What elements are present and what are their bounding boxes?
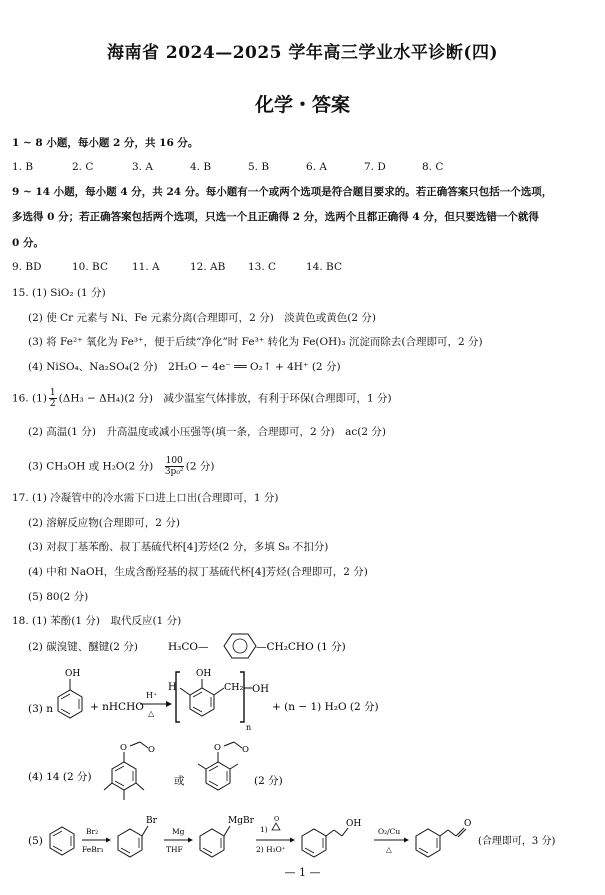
step2-solvent: THF — [166, 845, 183, 854]
q17-part1: 17. (1) 冷凝管中的冷水需下口进上口出(合理即可，1 分) — [12, 492, 279, 504]
document-title: 海南省 2024—2025 学年高三学业水平诊断(四) — [106, 43, 499, 63]
answer-14: 14. BC — [306, 261, 342, 273]
ester-carbonyl-o: O — [148, 745, 155, 755]
polymer-n: n — [246, 723, 252, 732]
q16-part3 — [28, 456, 215, 477]
answer-5: 5. B — [248, 161, 270, 173]
q16-half-fraction — [49, 388, 57, 409]
ester-bond — [130, 742, 140, 746]
part3-suffix: + (n − 1) H₂O (2 分) — [272, 701, 379, 713]
part5-score: (合理即可，3 分) — [478, 836, 556, 847]
part5-label: (5) — [28, 835, 43, 847]
mc-single-instruction: 1 ~ 8 小题，每小题 2 分，共 16 分。 — [12, 137, 199, 149]
arrow-head-icon — [188, 838, 193, 843]
methyl-bond — [230, 764, 238, 769]
step1-catalyst: FeBr₃ — [82, 845, 104, 854]
q17-part4: (4) 中和 NaOH，生成含酚羟基的叔丁基硫代杯[4]芳烃(合理即可，2 分) — [28, 566, 368, 578]
q18-part1: 18. (1) 苯酚(1 分) 取代反应(1 分) — [12, 615, 182, 627]
phenol-oh-label: OH — [65, 669, 81, 679]
ester-o-label: O — [120, 743, 127, 753]
epoxide-icon — [272, 823, 280, 830]
fraction-denominator: 3p₀² — [164, 467, 184, 477]
q15-part3: (3) 将 Fe²⁺ 氧化为 Fe³⁺，便于后续“净化”时 Fe³⁺ 转化为 Fe(OH)₃ 沉淀而除去(合理即可，2 分) — [28, 336, 483, 348]
left-bracket-icon — [176, 672, 180, 722]
ester-bond — [224, 742, 234, 746]
answer-2: 2. C — [72, 161, 94, 173]
chain-bond — [448, 830, 456, 836]
chain-bond — [326, 830, 334, 836]
methylene-label: CH₂ — [224, 682, 244, 693]
answer-7: 7. D — [364, 161, 386, 173]
structure-left-group: H₃CO— — [168, 641, 209, 653]
q16-part3-suffix: (2 分) — [185, 460, 215, 473]
answer-13: 13. C — [248, 261, 277, 273]
part4-label: (4) 14 (2 分) — [28, 771, 92, 783]
q17-part3: (3) 对叔丁基苯酚、叔丁基硫代杯[4]芳烃(2 分，多填 S₈ 不扣分) — [28, 541, 329, 553]
q18-part4-structures — [28, 738, 588, 814]
or-text: 或 — [174, 775, 185, 787]
answer-12: 12. AB — [190, 261, 226, 273]
mc-multi-instruction-1: 9 ~ 14 小题，每小题 4 分，共 24 分。每小题有一个或两个选项是符合题目要求的。若正确答案只包括一个选项， — [12, 186, 553, 198]
step4-heat: △ — [386, 845, 392, 854]
step1-reagent: Br₂ — [86, 827, 99, 836]
end-group-h: H — [168, 682, 177, 693]
polymer-oh-label: OH — [196, 669, 212, 679]
methyl-bond — [136, 783, 144, 790]
q18-part3-scheme — [28, 664, 588, 732]
polymer-bond-right — [214, 688, 224, 695]
ester-o-label: O — [214, 743, 221, 753]
fraction-numerator: 1 — [49, 388, 56, 398]
page-number: — 1 — — [284, 866, 321, 879]
q16-k-fraction — [165, 456, 184, 477]
ester-bond — [234, 742, 242, 748]
answer-3: 3. A — [132, 161, 153, 173]
document-subtitle: 化学・答案 — [254, 94, 350, 116]
q15-part2: (2) 使 Cr 元素与 Ni、Fe 元素分离(合理即可，2 分) 淡黄色或黄色(2 分) — [28, 312, 377, 324]
answer-1: 1. B — [12, 161, 34, 173]
q16-part1-prefix: 16. (1) — [12, 392, 47, 405]
arrow-head-icon — [290, 838, 295, 843]
arrow-head-icon — [404, 838, 409, 843]
structure-right-group: —CH₂CHO (1 分) — [256, 641, 346, 653]
answer-6: 6. A — [306, 161, 327, 173]
q16-part1-suffix: (ΔH₃ − ΔH₄)(2 分) 减少温室气体排放，有利于环保(合理即可，1 分) — [58, 392, 392, 405]
q15-part1: 15. (1) SiO₂ (1 分) — [12, 287, 106, 299]
q16-part3-prefix: (3) CH₃OH 或 H₂O(2 分) — [28, 460, 154, 473]
q16-part2: (2) 高温(1 分) 升高温度或减小压强等(填一条，合理即可，2 分) ac(2 分) — [28, 426, 386, 438]
chain-bond — [334, 830, 342, 836]
heat-label: △ — [148, 709, 155, 718]
methyl-bond — [104, 783, 112, 790]
answer-8: 8. C — [422, 161, 444, 173]
chain-bond — [440, 830, 448, 836]
answer-4: 4. B — [190, 161, 212, 173]
arrow-head-icon — [166, 701, 172, 707]
q18-part2-structure — [168, 628, 428, 664]
step3-reagent-1: 1) — [260, 825, 268, 834]
fraction-denominator: 2 — [49, 399, 56, 409]
fraction-numerator: 100 — [165, 456, 183, 466]
q18-part2-prefix: (2) 碳溴键、醚键(2 分) — [28, 641, 138, 653]
answer-11: 11. A — [132, 261, 160, 273]
chain-bond — [342, 828, 348, 836]
reagent-hcho: + nHCHO — [90, 701, 144, 713]
arrow-head-icon — [106, 838, 111, 843]
q17-part5: (5) 80(2 分) — [28, 591, 89, 603]
epoxide-o-label: O — [274, 815, 280, 823]
part3-label: (3) n — [28, 703, 53, 715]
methyl-bond — [198, 764, 206, 769]
answer-9: 9. BD — [12, 261, 42, 273]
q17-part2: (2) 溶解反应物(合理即可，2 分) — [28, 517, 180, 529]
answer-10: 10. BC — [72, 261, 108, 273]
polymer-bond-left — [180, 688, 190, 695]
mc-multi-instruction-3: 0 分。 — [12, 237, 44, 249]
mgbr-label: MgBr — [228, 816, 254, 826]
catalyst-label: H⁺ — [146, 691, 158, 700]
aromatic-circle-icon — [233, 639, 247, 653]
ester-bond — [140, 742, 148, 748]
br-bond — [142, 826, 148, 836]
mgbr-bond — [224, 826, 230, 836]
q18-part5-route — [28, 812, 598, 862]
mc-multi-instruction-2: 多选得 0 分；若正确答案包括两个选项，只选一个且正确得 2 分，选两个且都正确得 4 分，但只要选错一个就得 — [12, 211, 539, 223]
q15-part4: (4) NiSO₄、Na₂SO₄(2 分) 2H₂O − 4e⁻ ══ O₂↑ + 4H⁺ (2 分) — [28, 361, 341, 373]
aldehyde-o-label: O — [464, 819, 472, 829]
step4-reagent: O₂/Cu — [378, 827, 401, 836]
alcohol-oh-label: OH — [346, 819, 362, 829]
right-bracket-icon — [240, 672, 244, 722]
step3-reagent-2: 2) H₃O⁺ — [256, 845, 286, 854]
step2-reagent: Mg — [172, 827, 185, 836]
benzene-ring-icon — [224, 634, 256, 658]
ester-carbonyl-o: O — [242, 745, 249, 755]
part4-score: (2 分) — [254, 775, 283, 787]
bromine-label: Br — [146, 816, 157, 826]
end-group-oh: OH — [252, 684, 269, 695]
q16-part1 — [12, 388, 392, 409]
